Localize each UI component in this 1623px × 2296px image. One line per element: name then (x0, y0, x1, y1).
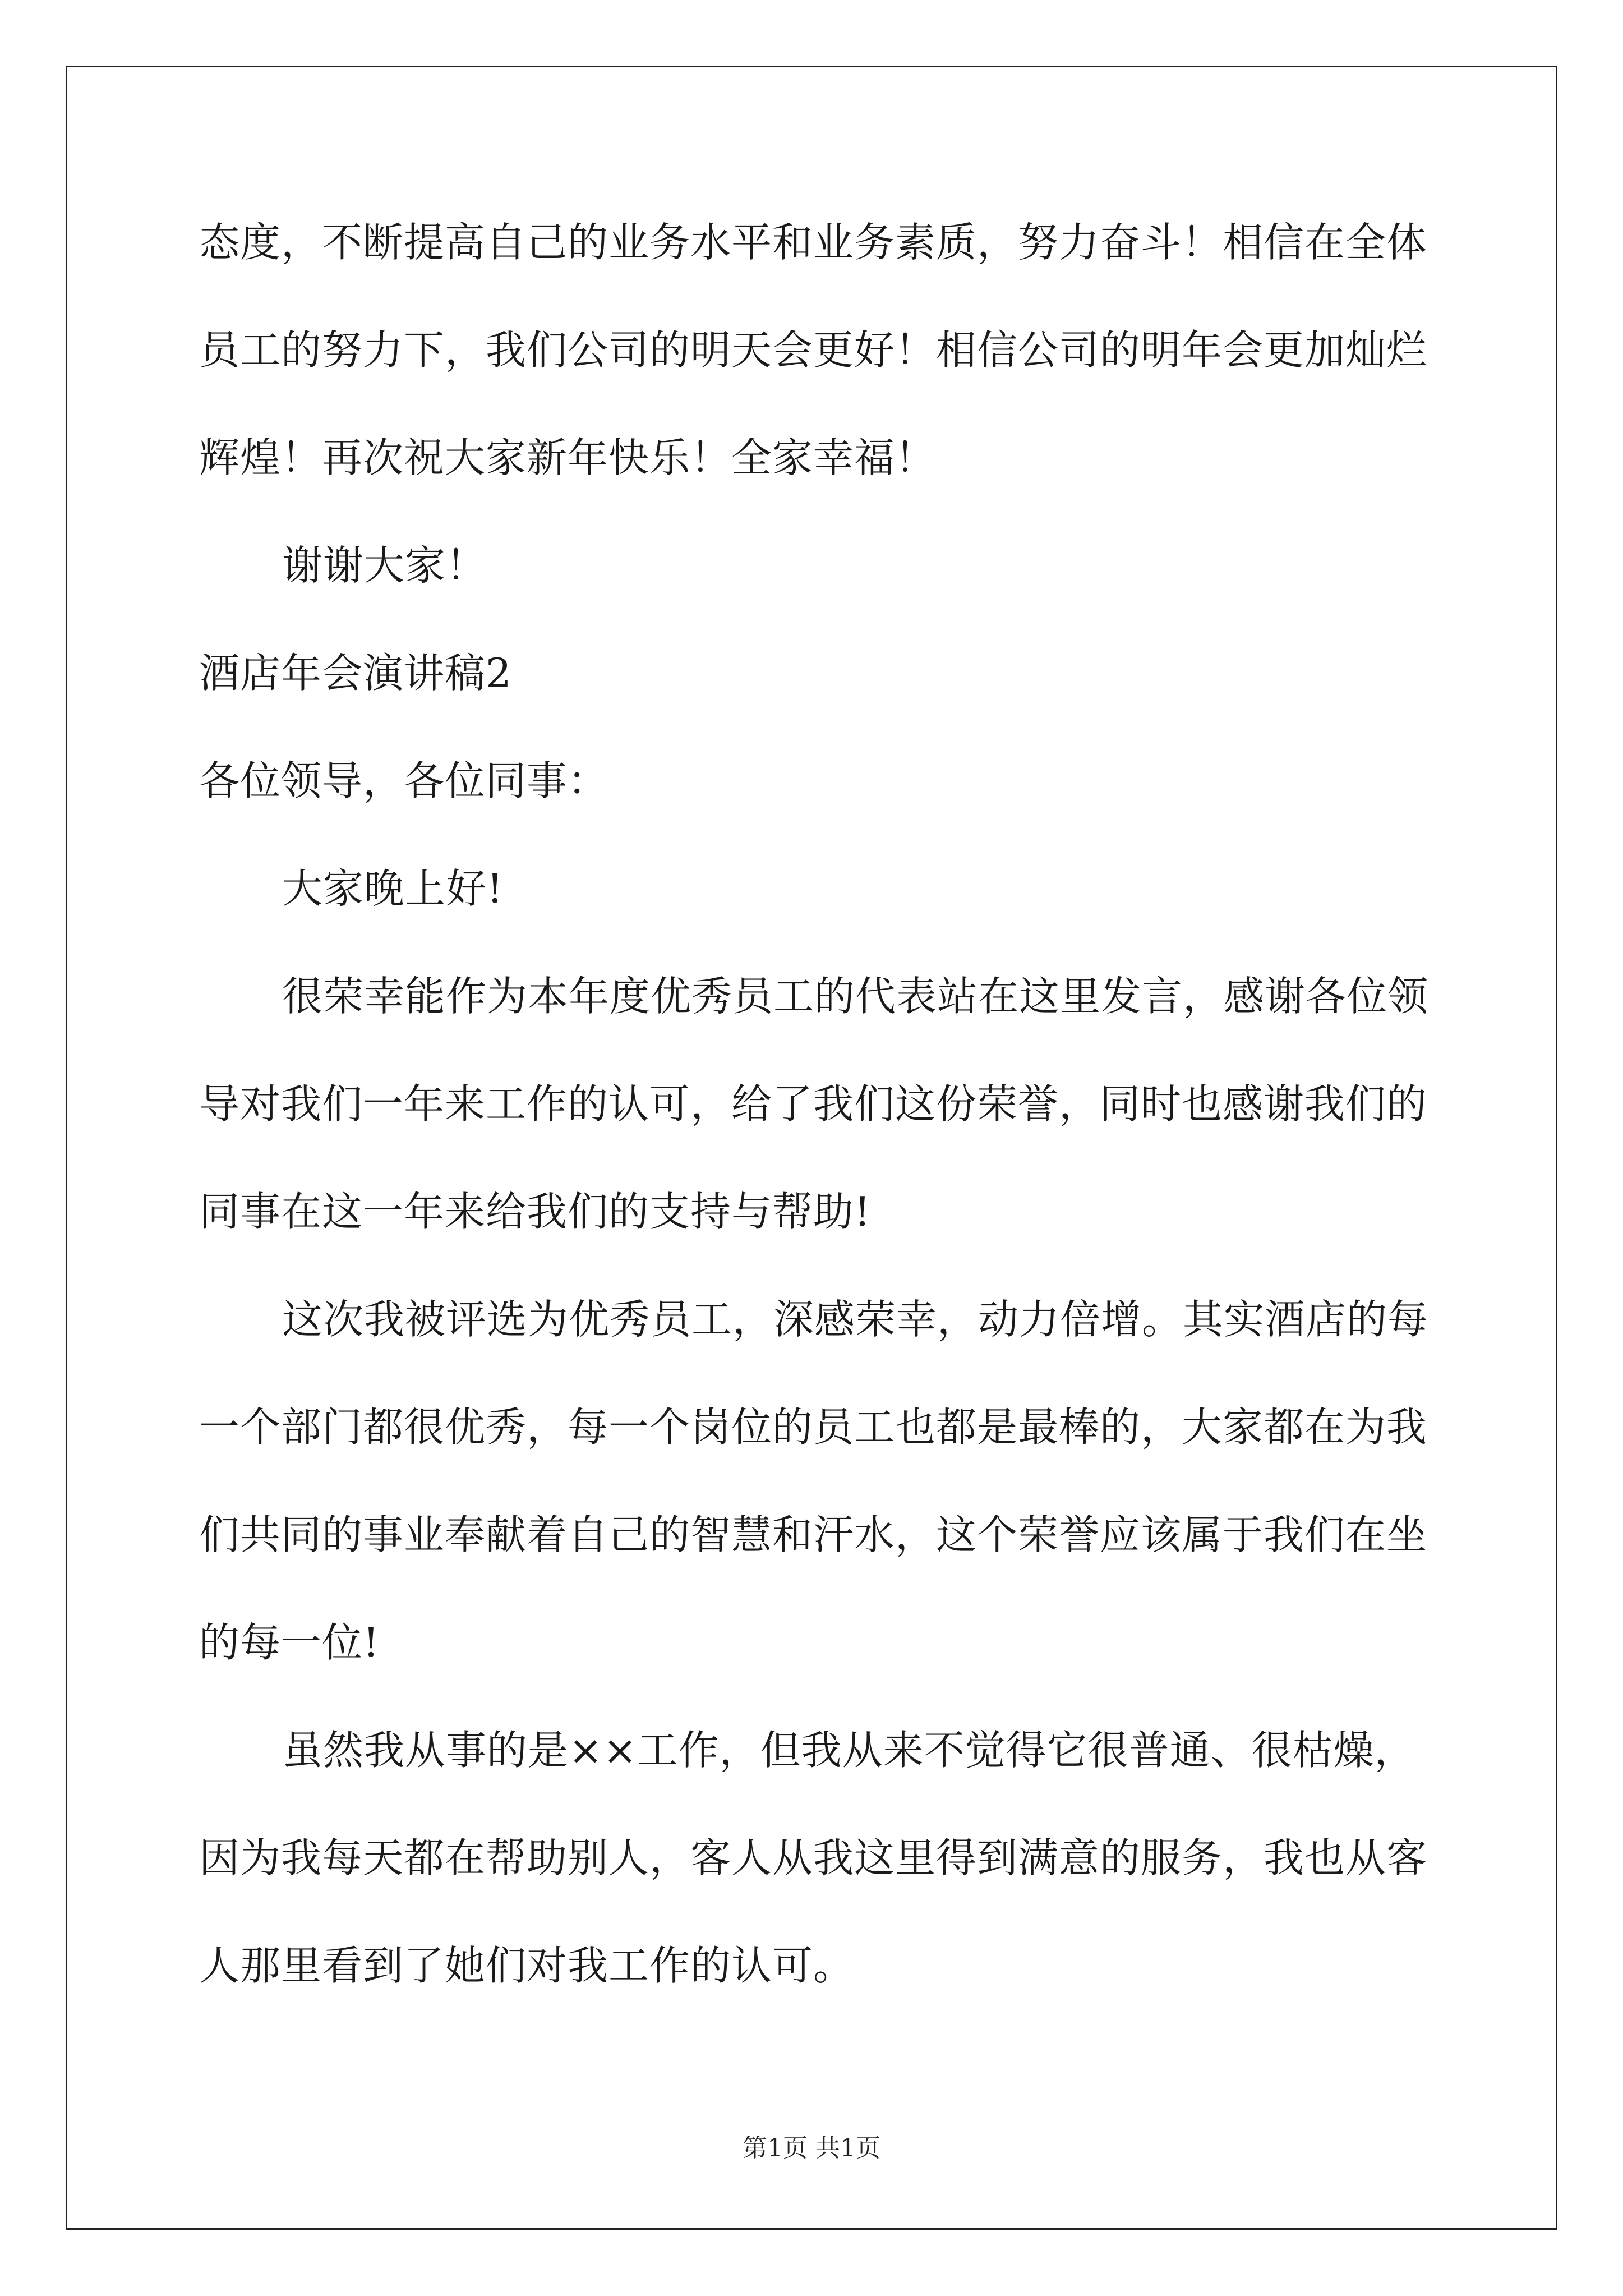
salutation: 各位领导，各位同事： (199, 757, 609, 804)
text-line: 这次我被评选为优秀员工，深感荣幸，动力倍增。其实酒店的每 (282, 1296, 1429, 1343)
text-line: 虽然我从事的是××工作，但我从来不觉得它很普通、很枯燥， (282, 1727, 1415, 1774)
text-line: 很荣幸能作为本年度优秀员工的代表站在这里发言，感谢各位领 (282, 973, 1429, 1020)
text-line: 一个部门都很优秀，每一个岗位的员工也都是最棒的，大家都在为我 (199, 1404, 1428, 1451)
text-line: 导对我们一年来工作的认可，给了我们这份荣誉，同时也感谢我们的 (199, 1080, 1428, 1128)
text-line: 辉煌！再次祝大家新年快乐！全家幸福！ (199, 434, 937, 481)
page-number: 第1页 共1页 (743, 2134, 880, 2162)
text-line: 的每一位! (199, 1619, 380, 1666)
greeting: 大家晚上好! (282, 865, 504, 912)
text-line: 员工的努力下，我们公司的明天会更好！相信公司的明年会更加灿烂 (199, 326, 1428, 374)
text-line: 态度，不断提高自己的业务水平和业务素质，努力奋斗！相信在全体 (199, 219, 1428, 266)
text-line: 人那里看到了她们对我工作的认可。 (199, 1942, 855, 1989)
section-heading: 酒店年会演讲稿2 (199, 650, 512, 697)
text-line: 同事在这一年来给我们的支持与帮助! (199, 1188, 871, 1235)
text-line: 们共同的事业奉献着自己的智慧和汗水，这个荣誉应该属于我们在坐 (199, 1511, 1428, 1558)
text-line: 谢谢大家！ (282, 542, 487, 589)
text-line: 因为我每天都在帮助别人，客人从我这里得到满意的服务，我也从客 (199, 1834, 1428, 1881)
page-border (66, 66, 1557, 2230)
